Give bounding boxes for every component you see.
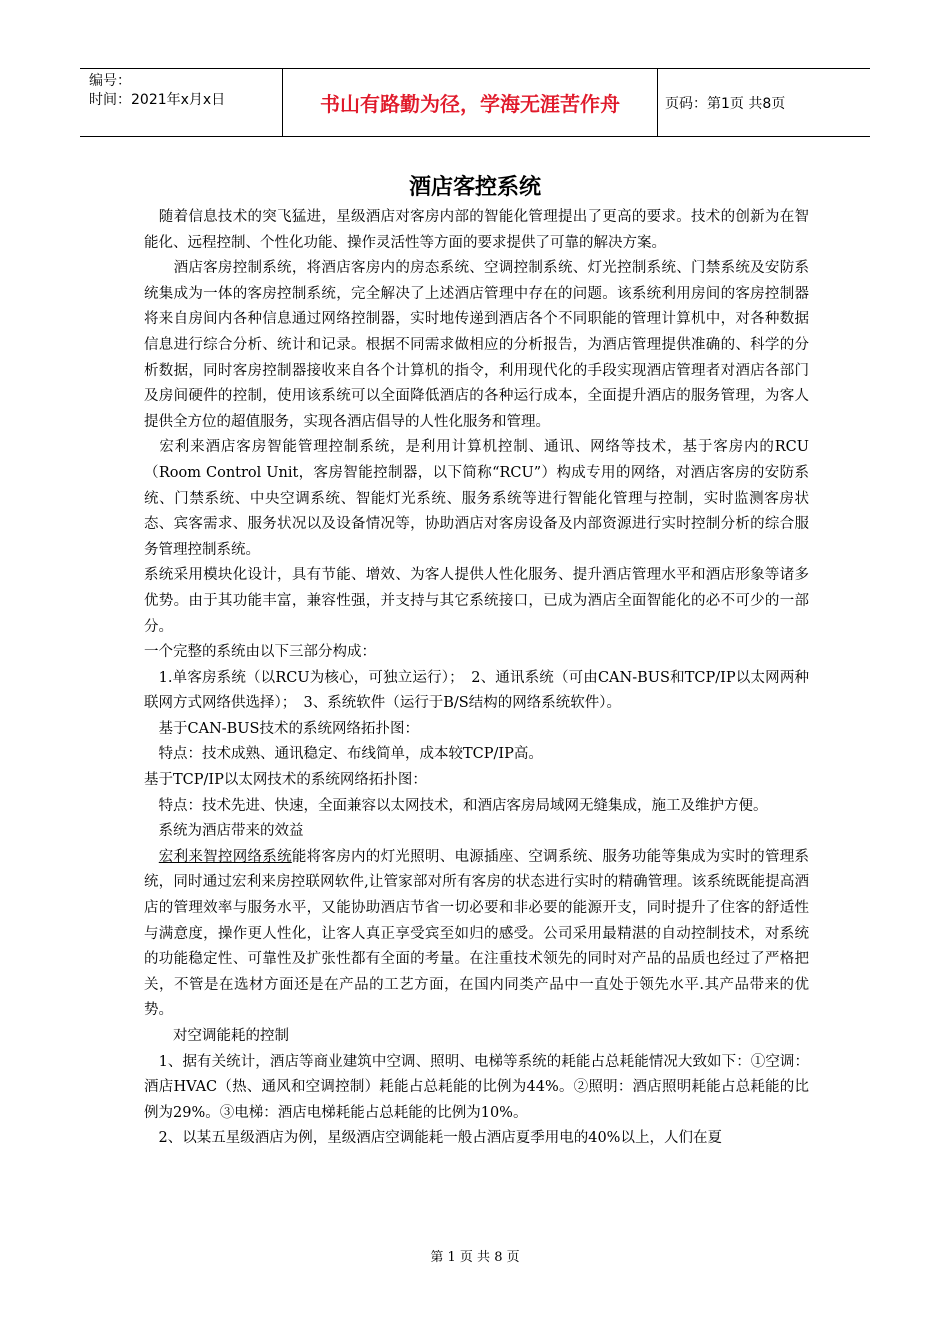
page-footer: 第 1 页 共 8 页 <box>430 1250 520 1265</box>
benefit-paragraph <box>144 845 809 1024</box>
paragraph: 基于TCP/IP以太网技术的系统网络拓扑图： <box>144 772 427 789</box>
document-title: 酒店客控系统 <box>408 174 541 200</box>
paragraph: 随着信息技术的突飞猛进，星级酒店对客房内部的智能化管理提出了更高的要求。技术的创新为在智能化、远程控制、个性化功能、操作灵活性等方面的要求提供了可靠的解决方案。 <box>144 209 809 251</box>
paragraph: 宏利来酒店客房智能管理控制系统，是利用计算机控制、通讯、网络等技术，基于客房内的RCU（Room Control Unit，客房智能控制器，以下简称“RCU”）构成专用的网络，对酒店客房的安防系统、门禁系统、中央空调系统、智能灯光系统、服务系统等进行智能化管理与控制，实时监测客房状态、宾客需求、服务状况以及设备情况等，协助酒店对客房设备及内部资源进行实时控制分析的综合服务管理控制系统。 <box>144 439 809 558</box>
paragraph: 基于CAN-BUS技术的系统网络拓扑图： <box>144 720 419 737</box>
paragraph: 1.单客房系统（以RCU为核心，可独立运行）； 2、通讯系统（可由CAN-BUS和TCP/IP以太网两种联网方式网络供选择）； 3、系统软件（运行于B/S结构的网络系统软件）。 <box>144 669 809 712</box>
paragraph: 酒店客房控制系统，将酒店客房内的房态系统、空调控制系统、灯光控制系统、门禁系统及安防系统集成为一体的客房控制系统，完全解决了上述酒店管理中存在的问题。该系统利用房间的客房控制器将来自房间内各种信息通过网络控制器，实时地传递到酒店各个不同职能的管理计算机中，对各种数据信息进行综合分析、统计和记录。根据不同需求做相应的分析报告，为酒店管理提供准确的、科学的分析数据，同时客房控制器接收来自各个计算机的指令，利用现代化的手段实现酒店管理者对酒店各部门及房间硬件的控制，使用该系统可以全面降低酒店的各种运行成本，全面提升酒店的服务管理，为客人提供全方位的超值服务，实现各酒店倡导的人性化服务和管理。 <box>144 260 809 430</box>
product-name-link[interactable]: 宏利来智控网络系统 <box>158 848 292 865</box>
document-number-label: 编号： <box>89 73 131 89</box>
paragraph: 一个完整的系统由以下三部分构成： <box>144 644 376 661</box>
document-body <box>144 205 809 1152</box>
paragraph: 1、据有关统计，酒店等商业建筑中空调、照明、电梯等系统的耗能占总耗能情况大致如下：①空调：酒店HVAC（热、通风和空调控制）耗能占总耗能的比例为44%。②照明：酒店照明耗能占总耗能的比例为29%。③电梯：酒店电梯耗能占总耗能的比例为10%。 <box>144 1053 809 1121</box>
paragraph: 系统采用模块化设计，具有节能、增效、为客人提供人性化服务、提升酒店管理水平和酒店形象等诸多优势。由于其功能丰富，兼容性强，并支持与其它系统接口，已成为酒店全面智能化的必不可少的一部分。 <box>144 567 809 635</box>
paragraph: 2、以某五星级酒店为例，星级酒店空调能耗一般占酒店夏季用电的40%以上，人们在夏 <box>144 1130 722 1147</box>
document-time-label: 时间：2021年x月x日 <box>89 92 226 108</box>
section-heading: 对空调能耗的控制 <box>144 1028 289 1044</box>
header-page-info: 页码：第1页 共8页 <box>665 95 786 112</box>
page-header <box>80 68 870 137</box>
paragraph: 特点：技术成熟、通讯稳定、布线简单，成本较TCP/IP高。 <box>144 746 543 763</box>
paragraph: 特点：技术先进、快速，全面兼容以太网技术，和酒店客房局域网无缝集成，施工及维护方便。 <box>144 797 768 814</box>
benefit-text: 能将客房内的灯光照明、电源插座、空调系统、服务功能等集成为实时的管理系统，同时通过宏利来房控联网软件,让管家部对所有客房的状态进行实时的精确管理。该系统既能提高酒店的管理效率与服务水平，又能协助酒店节省一切必要和非必要的能源开支，同时提升了住客的舒适性与满意度，操作更人性化，让客人真正享受宾至如归的感受。公司采用最精湛的自动控制技术，对系统的功能稳定性、可靠性及扩张性都有全面的考量。在注重技术领先的同时对产品的品质也经过了严格把关，不管是在选材方面还是在产品的工艺方面，在国内同类产品中一直处于领先水平.其产品带来的优势。 <box>144 848 810 1019</box>
header-info-cell <box>80 69 282 136</box>
header-motto: 书山有路勤为径，学海无涯苦作舟 <box>282 69 658 136</box>
section-heading: 系统为酒店带来的效益 <box>144 823 304 840</box>
